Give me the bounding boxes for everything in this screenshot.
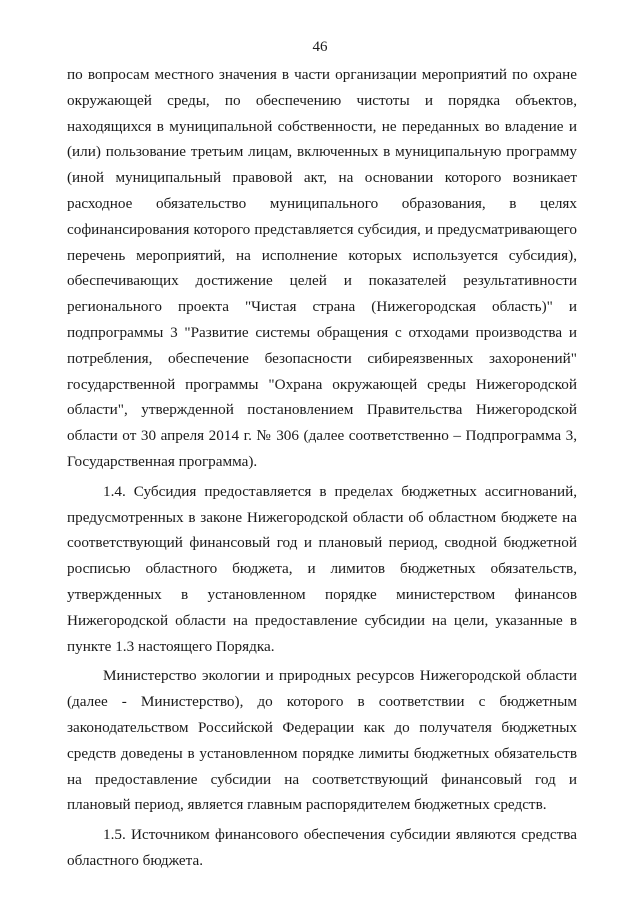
paragraph-1-4: 1.4. Субсидия предоставляется в пределах бюджетных ассигнований, предусмотренных в законе Нижегородской области об областном бюджете на соответствующий финансовый год и плановый период, сводной бюджетной росписью областного бюджета, и лимитов бюджетных обязательств, утвержденных в установленном порядке министерством финансов Нижегородской области на предоставление субсидии на цели, указанные в пункте 1.3 настоящего Порядка. (67, 482, 577, 655)
page-number: 46 (312, 39, 328, 55)
paragraph-ministry: Министерство экологии и природных ресурсов Нижегородской области (далее - Министерство), до которого в соответствии с бюджетным законодательством Российской Федерации как до получателя бюджетных средств доведены в установленном порядке лимиты бюджетных обязательств на предоставление субсидии на соответствующий финансовый год и плановый период, является главным распорядителем бюджетных средств. (67, 667, 577, 814)
document-body (67, 62, 577, 874)
paragraph-continuation: по вопросам местного значения в части организации мероприятий по охране окружающей среды, по обеспечению чистоты и порядка объектов, находящихся в муниципальной собственности, не переданных во владение и (или) пользование третьим лицам, включенных в муниципальную программу (иной муниципальный правовой акт, на основании которого возникает расходное обязательство муниципального образования, в целях софинансирования которого представляется субсидия, и предусматривающего перечень мероприятий, на исполнение которых используется субсидия), обеспечивающих достижение целей и показателей результативности регионального проекта "Чистая страна (Нижегородская область)" и подпрограммы 3 "Развитие системы обращения с отходами производства и потребления, обеспечение безопасности сибиреязвенных захоронений" государственной программы "Охрана окружающей среды Нижегородской области", утвержденной постановлением Правительства Нижегородской области от 30 апреля 2014 г. № 306 (далее соответственно – Подпрограмма 3, Государственная программа). (67, 66, 577, 470)
paragraph-1-5: 1.5. Источником финансового обеспечения субсидии являются средства областного бюджета. (67, 826, 577, 869)
